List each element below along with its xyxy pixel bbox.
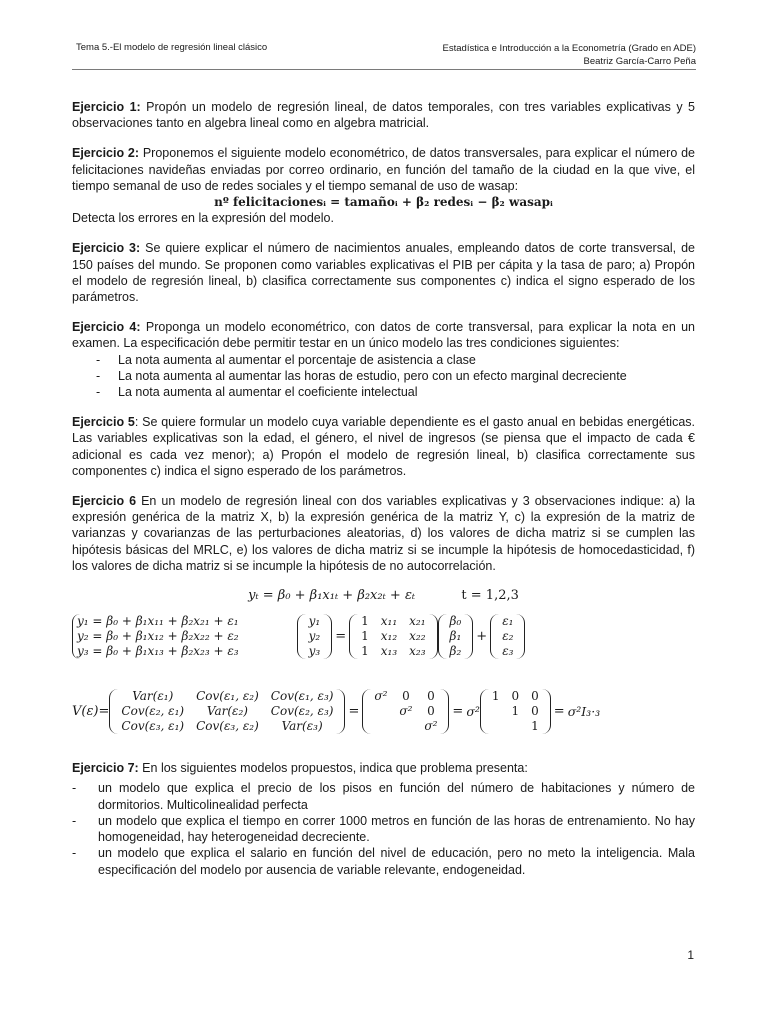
y-vector: y₁ y₂ y₃ bbox=[297, 614, 333, 659]
exercise-text: En un modelo de regresión lineal con dos variables explicativas y 3 observaciones indique: a) la expresión genérica de la matriz X, b) la expresión genérica de la matriz Y, c) la expresión de la matriz de varianzas y covarianzas de las perturbaciones aleatorias, d) los valores de dicha matriz si se cumplen las hipótesis básicas del MRLC, e) los valores de dicha matriz si se incumple la hipótesis de homocedasticidad, f) los valores de dicha matriz si se incumple la hipótesis de no autocorrelación. bbox=[72, 494, 695, 573]
exercise-label: Ejercicio 7: bbox=[72, 761, 139, 776]
list-item: - La nota aumenta al aumentar el coeficiente intelectual bbox=[96, 385, 418, 400]
header-left: Tema 5.-El modelo de regresión lineal clásico bbox=[76, 42, 268, 53]
header-course: Estadística e Introducción a la Econometría (Grado en ADE) bbox=[442, 43, 696, 54]
exercise-text: Propón un modelo de regresión lineal, de datos temporales, con tres variables explicativas y 5 observaciones tanto en algebra lineal como en algebra matricial. bbox=[72, 100, 695, 131]
exercise-6 bbox=[72, 493, 695, 734]
exercise-2 bbox=[72, 145, 695, 226]
model-equation: nº felicitacionesᵢ = tamañoᵢ + β₂ redesᵢ − β₂ wasapᵢ bbox=[214, 195, 553, 210]
exercise-text: En los siguientes modelos propuestos, indica que problema presenta: bbox=[138, 761, 528, 776]
exercise-label: Ejercicio 2: bbox=[72, 146, 140, 161]
header-divider bbox=[72, 69, 696, 70]
x-matrix: 1 x₁₁ x₂₁ 1 x₁₂ x₂₂ 1 x₁₃ x₂₃ bbox=[349, 614, 437, 659]
exercise-text: Se quiere explicar el número de nacimientos anuales, empleando datos de corte transversal, de 150 países del mundo. Se proponen como variables explicativas el PIB per cápita y la tasa de paro; a) Propón el modelo de regresión lineal, b) clasifica correctamente sus componentes c) indica el signo esperado de los parámetros. bbox=[72, 241, 695, 305]
exercise-7 bbox=[72, 760, 695, 877]
final-expression: σ²I₃·₃ bbox=[567, 703, 601, 719]
problems-list bbox=[72, 780, 695, 877]
sigma-scalar: σ² bbox=[466, 703, 480, 719]
general-model-equation: yₜ = β₀ + β₁x₁ₜ + β₂x₂ₜ + εₜ t = 1,2,3 bbox=[248, 588, 519, 604]
equation-system: y₁ = β₀ + β₁x₁₁ + β₂x₂₁ + ε₁ y₂ = β₀ + β₁x₁₂ + β₂x₂₂ + ε₂ y₃ = β₀ + β₁x₁₃ + β₂x₂₃ + ε₃ bbox=[72, 614, 239, 659]
exercise-text: Proponga un modelo econométrico, con datos de corte transversal, para explicar la nota en un examen. La especificación debe permitir testar en un único modelo las tres condiciones siguientes: bbox=[72, 320, 696, 351]
header-author: Beatriz García-Carro Peña bbox=[583, 56, 696, 67]
covariance-matrix: Var(ε₁) Cov(ε₁, ε₂) Cov(ε₁, ε₃) Cov(ε₂, ε₁) Var(ε₂) Cov(ε₂, ε₃) Cov(ε₃, ε₁) Cov(ε₃, ε₂) Var(ε₃) bbox=[109, 689, 345, 734]
identity-matrix: 1 0 0 1 0 1 bbox=[480, 689, 551, 734]
exercise-label: Ejercicio 3: bbox=[72, 241, 141, 256]
conditions-list bbox=[72, 352, 695, 401]
exercise-label: Ejercicio 5 bbox=[72, 415, 135, 430]
header-right bbox=[443, 42, 696, 68]
sigma-matrix: σ² 0 0 σ² 0 σ² bbox=[362, 689, 449, 734]
epsilon-vector: ε₁ ε₂ ε₃ bbox=[490, 614, 525, 659]
exercise-label: Ejercicio 6 bbox=[72, 494, 137, 509]
page-number: 1 bbox=[687, 948, 694, 962]
exercise-5 bbox=[72, 414, 695, 479]
exercise-label: Ejercicio 1: bbox=[72, 100, 141, 114]
covariance-matrix-row: V(ε)= Var(ε₁) Cov(ε₁, ε₂) Cov(ε₁, ε₃) Cov(ε₂, ε₁) Var(ε₂) Cov(ε₂, ε₃) Cov(ε₃, ε₁) Cov(ε₃, ε₂) Var(ε₃) = σ² 0 0 σ² 0 σ² = σ² 1 0 0 1 0 1 = σ²I₃·₃ bbox=[72, 689, 601, 734]
exercise-label: Ejercicio 4: bbox=[72, 320, 141, 335]
list-item: - La nota aumenta al aumentar el porcentaje de asistencia a clase bbox=[96, 352, 476, 367]
document-body bbox=[72, 99, 695, 892]
list-item: - un modelo que explica el salario en función del nivel de educación, pero no meto la inteligencia. Mala especificación del modelo por ausencia de variable relevante, endogeneidad. bbox=[72, 846, 695, 877]
list-item: - un modelo que explica el precio de los pisos en función del número de habitaciones y número de dormitorios. Multicolinealidad perfecta bbox=[72, 781, 695, 812]
list-item: - un modelo que explica el tiempo en correr 1000 metros en función de las horas de entrenamiento. No hay homogeneidad, hay heterogeneidad decreciente. bbox=[72, 813, 695, 845]
exercise-4 bbox=[72, 319, 695, 400]
exercise-text: Proponemos el siguiente modelo econométrico, de datos transversales, para explicar el número de felicitaciones navideñas enviadas por correo ordinario, en función del tamaño de la ciudad en la que vive, el tiempo semanal de uso de redes sociales y el tiempo semanal de uso de wasap: bbox=[72, 146, 695, 193]
exercise-text: : Se quiere formular un modelo cuya variable dependiente es el gasto anual en bebidas energéticas. Las variables explicativas son la edad, el género, el nivel de ingresos (se piensa que el impacto de cada € adicional es cada vez menor); a) Propón el modelo de regresión lineal, b) clasifica correctamente sus componentes c) indica el signo esperado de los parámetros. bbox=[72, 415, 695, 478]
matrix-system-row: y₁ = β₀ + β₁x₁₁ + β₂x₂₁ + ε₁ y₂ = β₀ + β₁x₁₂ + β₂x₂₂ + ε₂ y₃ = β₀ + β₁x₁₃ + β₂x₂₃ + ε₃ y₁ y₂ y₃ = 1 x₁₁ x₂₁ 1 x₁₂ x₂₂ 1 x₁₃ x₂₃ β₀ β₁ β₂ + ε₁ ε₂ ε₃ bbox=[72, 614, 695, 659]
exercise-3 bbox=[72, 240, 695, 305]
exercise-1 bbox=[72, 99, 695, 131]
beta-vector: β₀ β₁ β₂ bbox=[438, 614, 474, 659]
exercise-instruction: Detecta los errores en la expresión del modelo. bbox=[72, 211, 334, 226]
list-item: - La nota aumenta al aumentar las horas de estudio, pero con un efecto marginal decreciente bbox=[96, 368, 627, 383]
